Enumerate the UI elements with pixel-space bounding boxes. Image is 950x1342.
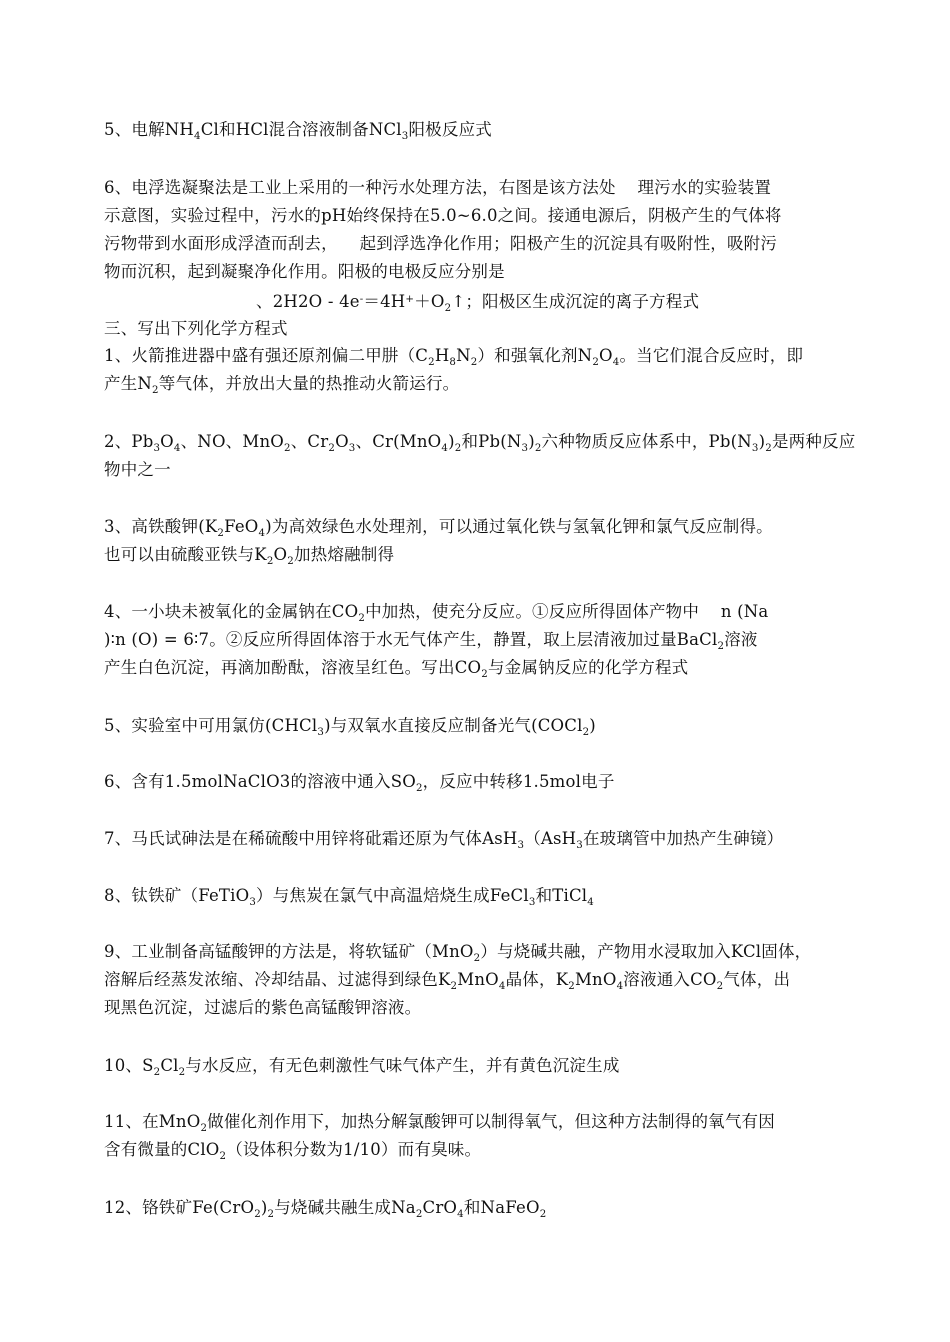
paragraph-line: 9、工业制备高锰酸钾的方法是，将软锰矿（MnO$_2$）与烧碱共融，产物用水浸取加入KCl固体， bbox=[104, 942, 812, 964]
question-6-electroflotation bbox=[104, 174, 782, 286]
paragraph-line: 3、高铁酸钾$(K_2FeO_4)$为高效绿色水处理剂，可以通过氧化铁与氢氧化钾和氯气反应制得。 bbox=[104, 517, 773, 539]
paragraph-line: 10、$S_2Cl_2$与水反应，有无色刺激性气味气体产生，并有黄色沉淀生成 bbox=[104, 1056, 620, 1078]
paragraph-line: 1、火箭推进器中盛有强还原剂偏二甲肼$(C_2H_8N_2)$和强氧化剂$N_2O_4$。当它们混合反应时，即 bbox=[104, 346, 804, 368]
paragraph-line: 也可以由硫酸亚铁与$K_2O_2$加热熔融制得 bbox=[104, 545, 395, 567]
equation-item-1 bbox=[104, 342, 803, 398]
paragraph-line: 产生$N_2$等气体，并放出大量的热推动火箭运行。 bbox=[104, 374, 460, 396]
paragraph-line: 7、马氏试砷法是在稀硫酸中用锌将砒霜还原为气体AsH$_3$（AsH$_3$在玻璃管中加热产生砷镜） bbox=[104, 829, 784, 851]
paragraph-line: 6、电浮选凝聚法是工业上采用的一种污水处理方法，右图是该方法处 理污水的实验装置 bbox=[104, 178, 772, 197]
equation-item-4 bbox=[104, 598, 768, 682]
paragraph-line: 8、钛铁矿（FeTiO$_3$）与焦炭在氯气中高温焙烧生成FeCl$_3$和TiCl$_4$ bbox=[104, 886, 594, 908]
equation-item-6 bbox=[104, 772, 615, 792]
paragraph-line: 11、在MnO$_2$做催化剂作用下，加热分解氯酸钾可以制得氧气，但这种方法制得的氧气有因 bbox=[104, 1112, 775, 1134]
paragraph-line: 含有微量的ClO$_2$（设体积分数为1/10）而有臭味。 bbox=[104, 1140, 482, 1162]
anode-reaction-text: 、$2H2O - 4e^-=4H^++O_2↑$；阳极区生成沉淀的离子方程式 bbox=[256, 292, 700, 314]
paragraph-line: 12、铬铁矿$Fe(CrO_2)_2$与烧碱共融生成$Na_2CrO_4$和NaFeO$_2$ bbox=[104, 1198, 547, 1220]
equation-item-7 bbox=[104, 829, 783, 849]
equation-item-9 bbox=[104, 938, 811, 1022]
equation-item-11 bbox=[104, 1108, 775, 1164]
paragraph-line: )∶n (O) = 6∶7。②反应所得固体溶于水无气体产生，静置，取上层清液加过量BaCl$_2$溶液 bbox=[104, 630, 758, 652]
section-three-heading-text: 三、写出下列化学方程式 bbox=[104, 319, 288, 338]
equation-item-2 bbox=[104, 428, 855, 484]
equation-item-3 bbox=[104, 513, 773, 569]
paragraph-line: 4、一小块未被氧化的金属钠在$CO_2$中加热，使充分反应。①反应所得固体产物中 n (Na bbox=[104, 602, 769, 624]
paragraph-line: 物而沉积，起到凝聚净化作用。阳极的电极反应分别是 bbox=[104, 262, 505, 281]
paragraph-line: 示意图，实验过程中，污水的pH始终保持在5.0~6.0之间。接通电源后，阴极产生的气体将 bbox=[104, 206, 782, 225]
paragraph-line: 物中之一 bbox=[104, 460, 171, 479]
paragraph-line: 6、含有1.5molNaClO3的溶液中通入$SO_2$，反应中转移1.5mol电子 bbox=[104, 772, 615, 794]
equation-item-8 bbox=[104, 886, 594, 906]
paragraph-line: 污物带到水面形成浮渣而刮去， 起到浮选净化作用；阳极产生的沉淀具有吸附性，吸附污 bbox=[104, 234, 778, 253]
section-three-heading bbox=[104, 319, 288, 339]
anode-reaction-line bbox=[256, 292, 699, 312]
paragraph-line: 2、$Pb_3O_4$、NO、MnO$_2$、$Cr_2O_3$、$Cr(MnO_4)_2$和$Pb(N_3)_2$六种物质反应体系中，$Pb(N_3)_2$是两种反应 bbox=[104, 432, 856, 454]
paragraph-line: 现黑色沉淀，过滤后的紫色高锰酸钾溶液。 bbox=[104, 998, 422, 1017]
question-5-electrolysis bbox=[104, 120, 492, 140]
paragraph-line: 溶解后经蒸发浓缩、冷却结晶、过滤得到绿色$K_2MnO_4$晶体，$K_2MnO_4$溶液通入$CO_2$气体，出 bbox=[104, 970, 791, 992]
equation-item-10 bbox=[104, 1056, 620, 1076]
equation-item-12 bbox=[104, 1198, 546, 1218]
question-5-electrolysis-text: 5、电解$NH_4Cl$和HCl混合溶液制备NCl$_3$阳极反应式 bbox=[104, 120, 492, 142]
equation-item-5 bbox=[104, 716, 596, 736]
paragraph-line: 产生白色沉淀，再滴加酚酞，溶液呈红色。写出$CO_2$与金属钠反应的化学方程式 bbox=[104, 658, 689, 680]
paragraph-line: 5、实验室中可用氯仿(CHCl$_3$)与双氧水直接反应制备光气(COCl$_2$) bbox=[104, 716, 596, 738]
